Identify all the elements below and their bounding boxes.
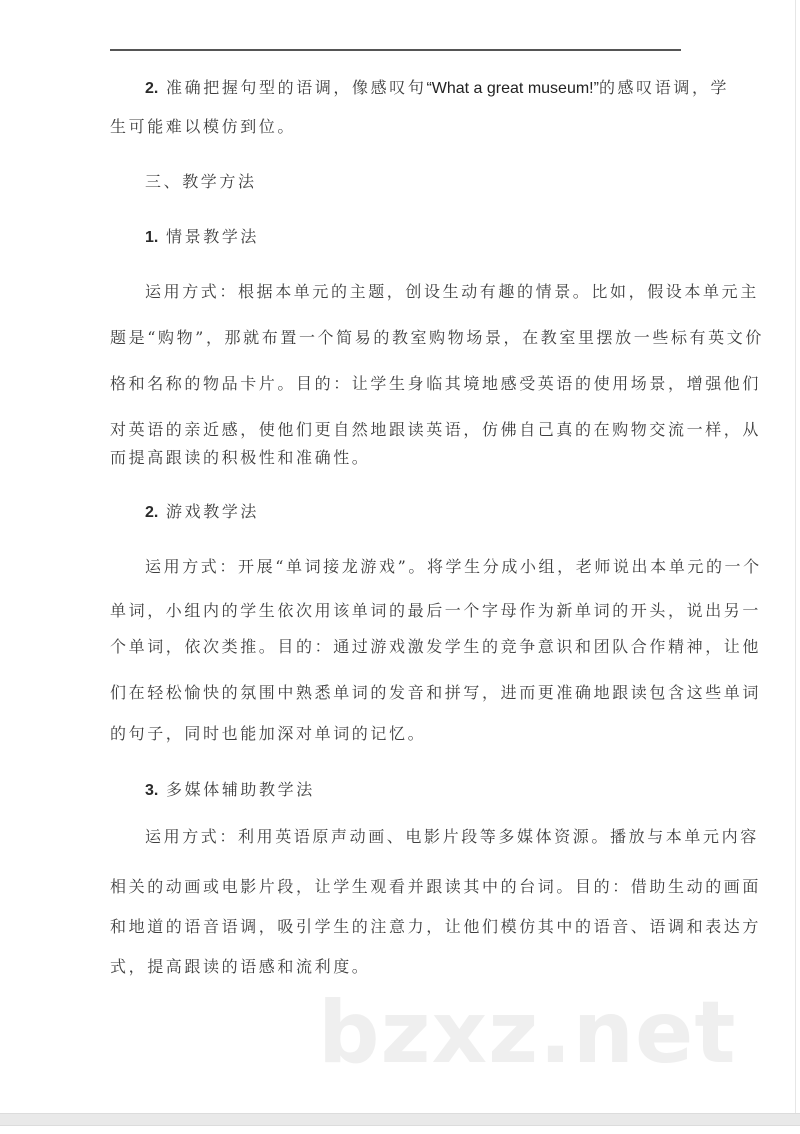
header-rule — [110, 49, 681, 51]
method-2-title: 游戏教学法 — [166, 502, 260, 521]
method-1-line: 格和名称的物品卡片。目的：让学生身临其境地感受英语的使用场景，增强他们 — [110, 374, 762, 393]
section-heading-teaching-methods: 三、教学方法 — [145, 172, 257, 191]
method-1-number: 1. — [145, 229, 159, 246]
method-3-title: 多媒体辅助教学法 — [166, 780, 315, 799]
method-1-line: 运用方式：根据本单元的主题，创设生动有趣的情景。比如，假设本单元主 — [145, 282, 759, 301]
method-2-line: 们在轻松愉快的氛围中熟悉单词的发音和拼写，进而更准确地跟读包含这些单词 — [110, 683, 762, 702]
method-2-line: 单词，小组内的学生依次用该单词的最后一个字母作为新单词的开头，说出另一 — [110, 601, 762, 620]
method-1-heading — [145, 227, 725, 248]
method-3-heading — [145, 780, 725, 801]
watermark: bzxz.net — [318, 983, 737, 1083]
point-2-line-1 — [145, 78, 730, 99]
method-1-line: 对英语的亲近感，使他们更自然地跟读英语，仿佛自己真的在购物交流一样，从 — [110, 420, 762, 439]
point-2-english: “What a great museum!” — [426, 80, 599, 97]
point-2-text-after: 的感叹语调，学 — [598, 78, 730, 97]
point-2-number: 2. — [145, 80, 159, 97]
method-1-title: 情景教学法 — [166, 227, 260, 246]
method-2-number: 2. — [145, 504, 159, 521]
page-bottom-separator — [0, 1113, 800, 1126]
method-3-number: 3. — [145, 782, 159, 799]
method-1-line: 题是“购物”，那就布置一个简易的教室购物场景，在教室里摆放一些标有英文价 — [110, 328, 764, 347]
method-2-line: 个单词，依次类推。目的：通过游戏激发学生的竞争意识和团队合作精神，让他 — [110, 637, 762, 656]
point-2-text-before: 准确把握句型的语调，像感叹句 — [166, 78, 427, 97]
point-2-line-2: 生可能难以模仿到位。 — [110, 117, 297, 136]
method-2-heading — [145, 502, 725, 523]
method-3-line: 运用方式：利用英语原声动画、电影片段等多媒体资源。播放与本单元内容 — [145, 827, 759, 846]
method-3-line: 式，提高跟读的语感和流利度。 — [110, 957, 371, 976]
method-2-line: 的句子，同时也能加深对单词的记忆。 — [110, 724, 427, 743]
method-1-line: 而提高跟读的积极性和准确性。 — [110, 448, 371, 467]
method-3-line: 相关的动画或电影片段，让学生观看并跟读其中的台词。目的：借助生动的画面 — [110, 877, 762, 896]
method-3-line: 和地道的语音语调，吸引学生的注意力，让他们模仿其中的语音、语调和表达方 — [110, 917, 762, 936]
method-2-line: 运用方式：开展“单词接龙游戏”。将学生分成小组，老师说出本单元的一个 — [145, 557, 762, 576]
